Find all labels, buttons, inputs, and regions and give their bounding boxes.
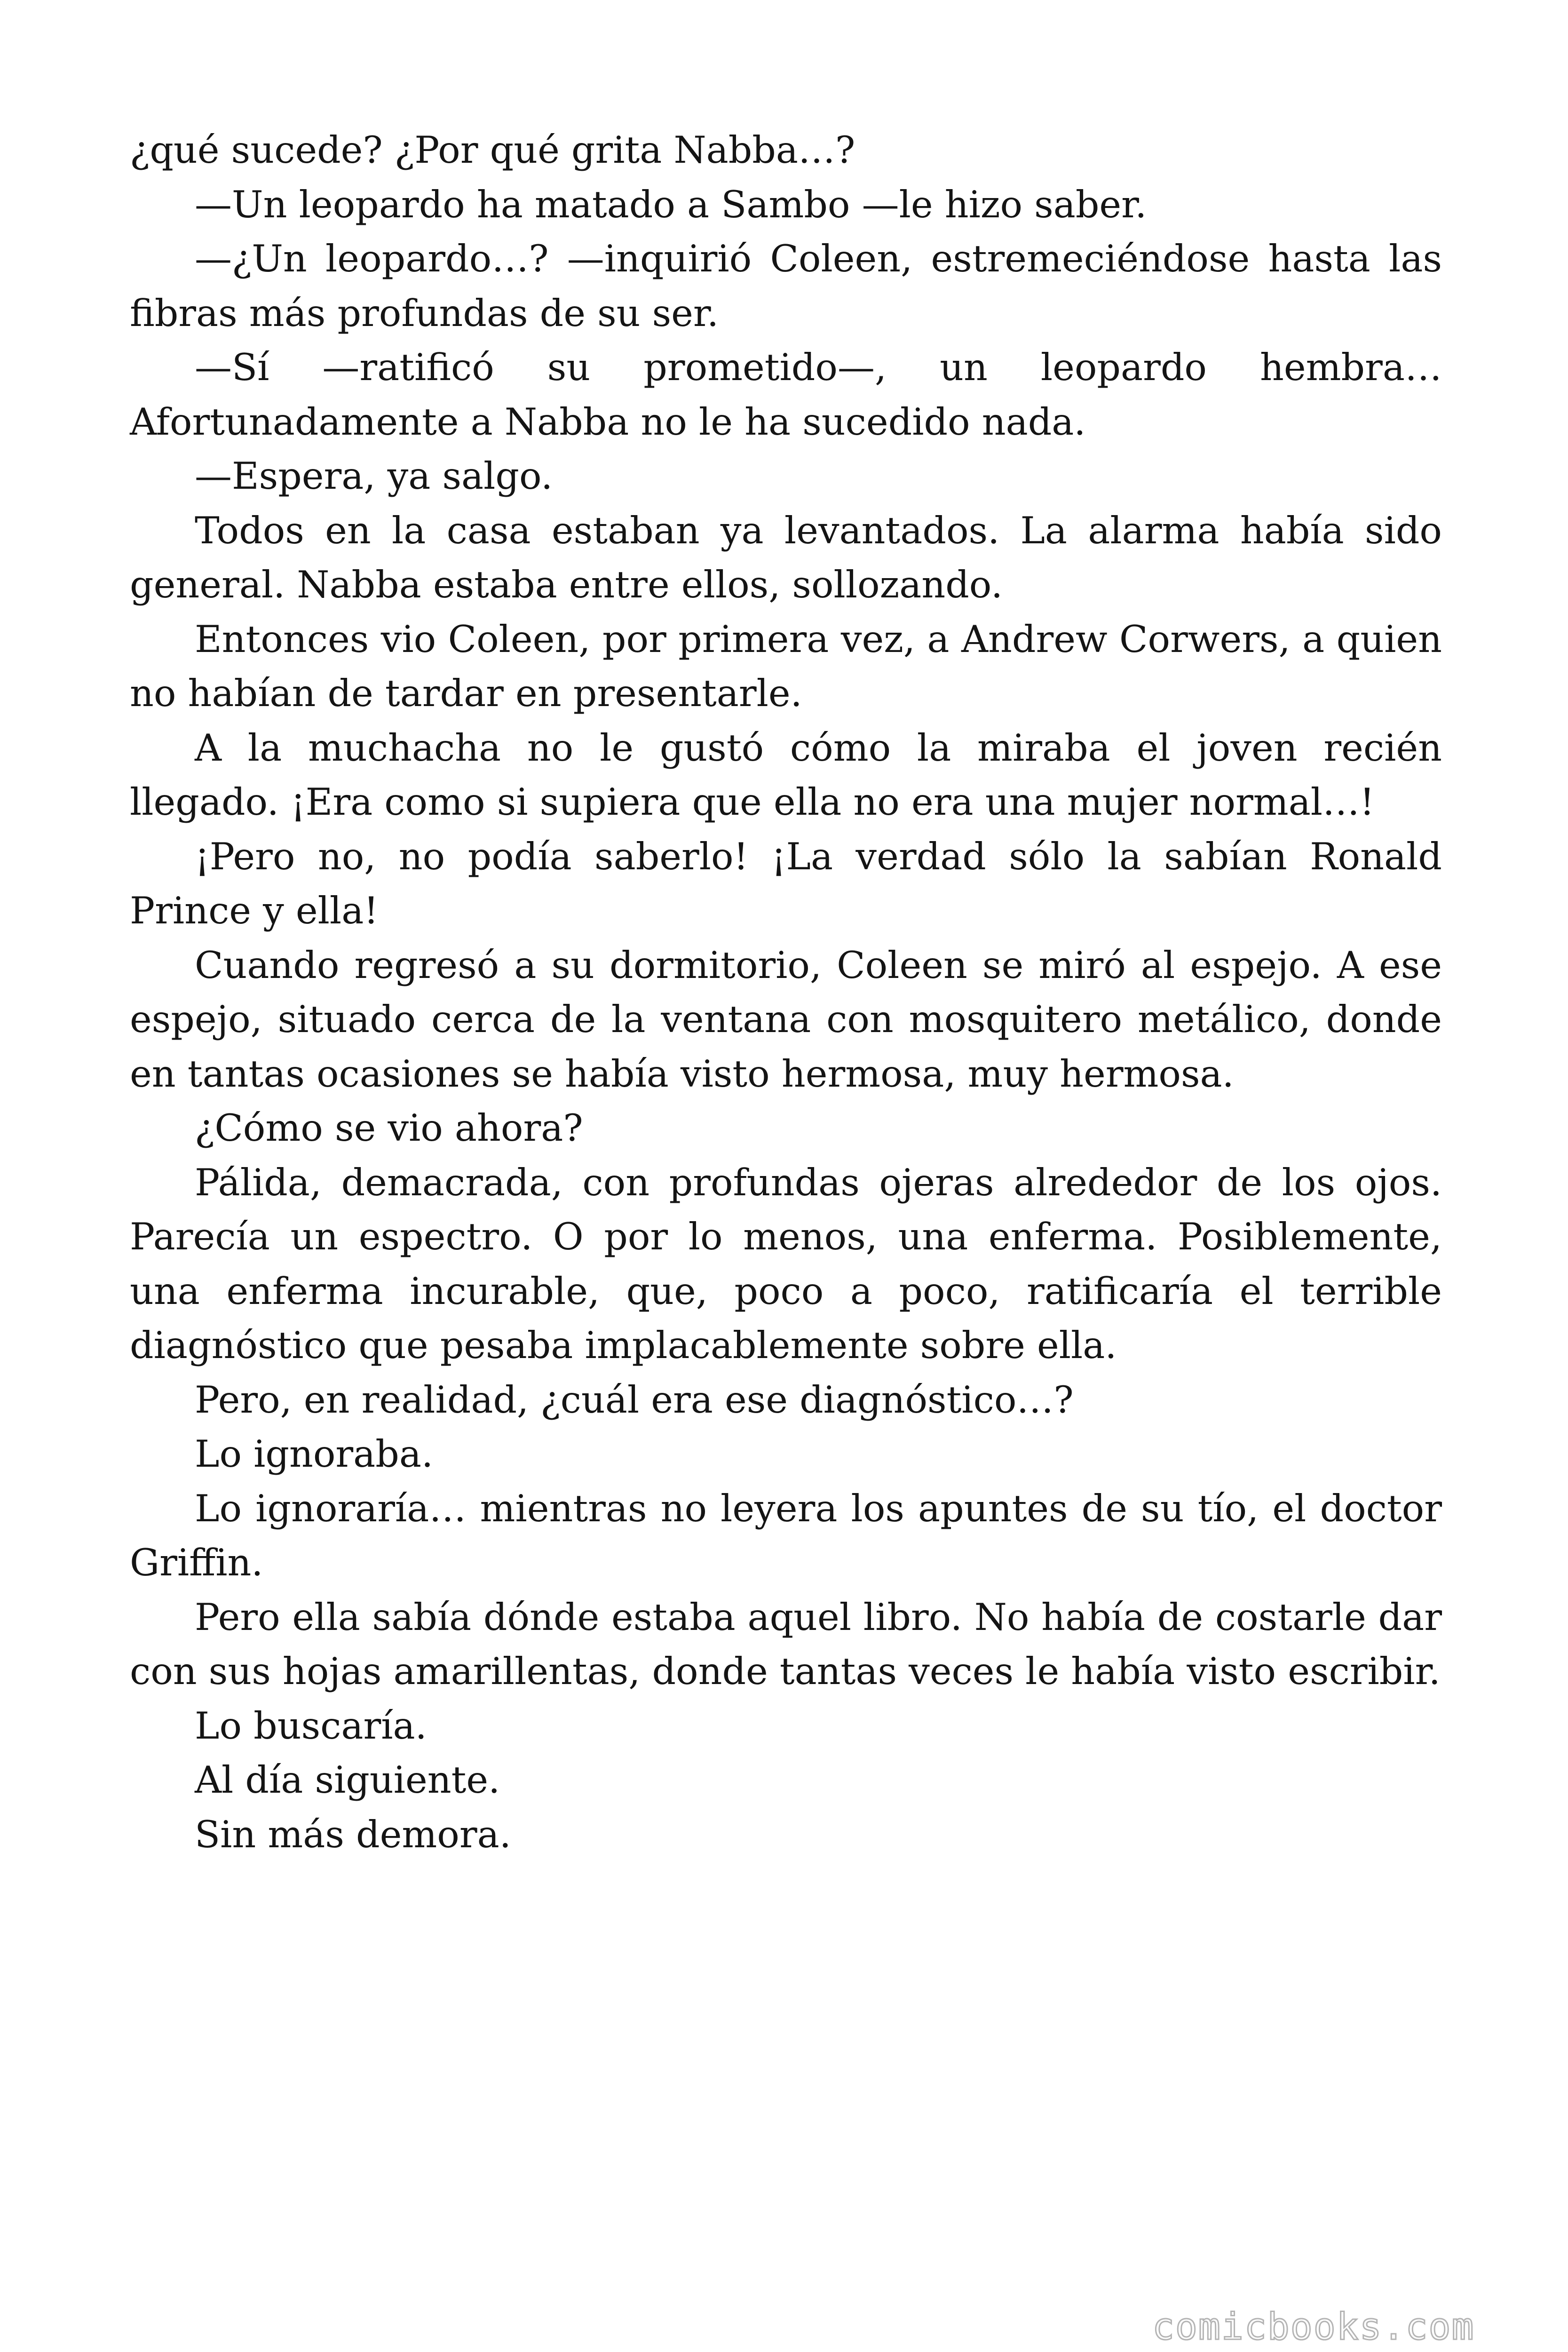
paragraph-6: Todos en la casa estaban ya levantados. La alarma había sido general. Nabba estaba entre ellos, sollozando. <box>130 509 1442 606</box>
paragraph-9: ¡Pero no, no podía saberlo! ¡La verdad sólo la sabían Ronald Prince y ella! <box>130 834 1442 932</box>
paragraph-1: ¿qué sucede? ¿Por qué grita Nabba…? <box>130 128 855 172</box>
paragraph-3: —¿Un leopardo…? —inquirió Coleen, estremeciéndose hasta las fibras más profundas de su ser. <box>130 237 1442 335</box>
paragraph-16: Pero ella sabía dónde estaba aquel libro. No había de costarle dar con sus hojas amarillentas, donde tantas veces le había visto escribir. <box>130 1595 1442 1693</box>
paragraph-18: Al día siguiente. <box>195 1758 500 1802</box>
paragraph-11: ¿Cómo se vio ahora? <box>195 1106 583 1150</box>
paragraph-10: Cuando regresó a su dormitorio, Coleen se miró al espejo. A ese espejo, situado cerca de la ventana con mosquitero metálico, donde en tantas ocasiones se había visto hermosa, muy hermosa. <box>130 943 1442 1096</box>
paragraph-19: Sin más demora. <box>195 1812 511 1856</box>
body-text <box>130 123 1442 1862</box>
paragraph-8: A la muchacha no le gustó cómo la miraba el joven recién llegado. ¡Era como si supiera que ella no era una mujer normal…! <box>130 726 1442 824</box>
paragraph-15: Lo ignoraría… mientras no leyera los apuntes de su tío, el doctor Griffin. <box>130 1486 1442 1584</box>
paragraph-14: Lo ignoraba. <box>195 1432 434 1476</box>
paragraph-13: Pero, en realidad, ¿cuál era ese diagnóstico…? <box>195 1378 1074 1422</box>
paragraph-5: —Espera, ya salgo. <box>195 454 553 498</box>
paragraph-7: Entonces vio Coleen, por primera vez, a Andrew Corwers, a quien no habían de tardar en presentarle. <box>130 617 1442 715</box>
watermark-text: comicbooks.com <box>1152 2306 1475 2348</box>
paragraph-17: Lo buscaría. <box>195 1704 427 1748</box>
paragraph-2: —Un leopardo ha matado a Sambo —le hizo saber. <box>195 183 1147 226</box>
paragraph-12: Pálida, demacrada, con profundas ojeras alrededor de los ojos. Parecía un espectro. O por lo menos, una enferma. Posiblemente, una enferma incurable, que, poco a poco, ratificaría el terrible diagnóstico que pesaba implacablemente sobre ella. <box>130 1160 1442 1367</box>
paragraph-4: —Sí —ratificó su prometido—, un leopardo hembra… Afortunadamente a Nabba no le ha sucedido nada. <box>130 346 1442 444</box>
